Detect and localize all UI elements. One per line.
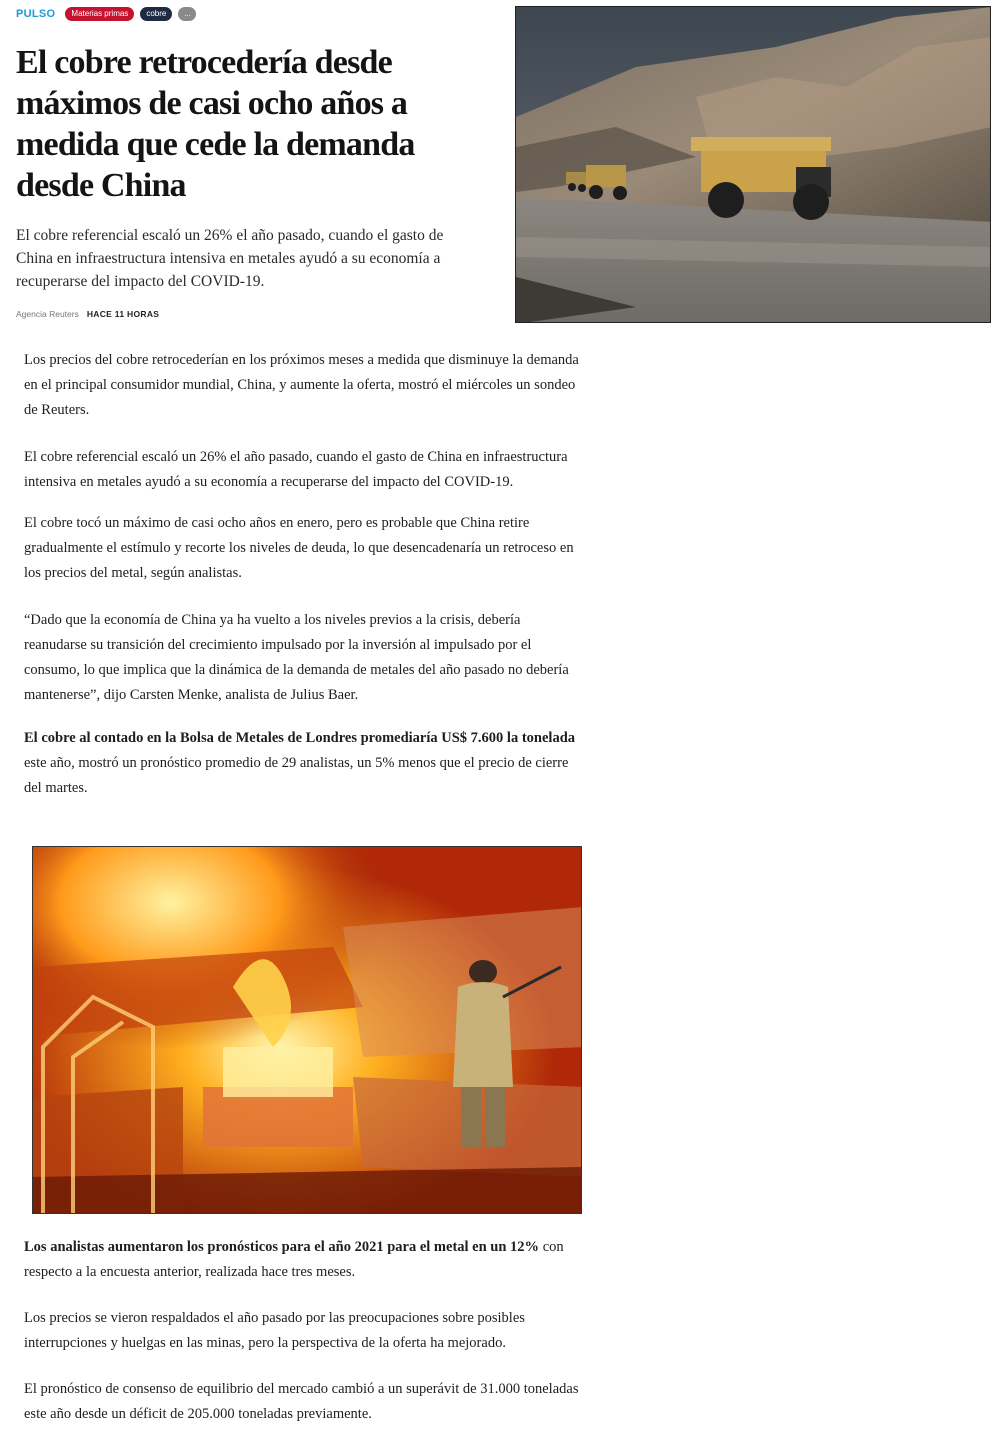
paragraph-2: El cobre referencial escaló un 26% el año pasado, cuando el gasto de China en infraestructura intensiva en metales ayudó a su economía a recuperarse del impacto del COVID-19. [24,449,568,490]
tag-materias-primas[interactable]: Materias primas [65,7,134,21]
paragraph-8: El pronóstico de consenso de equilibrio del mercado cambió a un superávit de 31.000 toneladas este año desde un déficit de 205.000 toneladas previamente. [24,1381,579,1422]
page-title: El cobre retrocedería desde máximos de casi ocho años a medida que cede la demanda desde China [16,44,415,204]
paragraph-1: Los precios del cobre retrocederían en los próximos meses a medida que disminuye la demanda en el principal consumidor mundial, China, y aumente la oferta, mostró el miércoles un sondeo de Reuters. [24,352,579,418]
byline [16,309,486,319]
paragraph-6-text: con respecto a la encuesta anterior, realizada hace tres meses. [24,1239,564,1280]
byline-time: HACE 11 HORAS [86,309,160,319]
paragraph-6-highlight: Los analistas aumentaron los pronósticos para el año 2021 para el metal en un 12% [24,1239,540,1255]
paragraph-7: Los precios se vieron respaldados el año pasado por las preocupaciones sobre posibles interrupciones y huelgas en las minas, pero la perspectiva de la oferta ha mejorado. [24,1310,525,1351]
section-link[interactable]: PULSO [16,8,56,20]
paragraph-6 [24,1235,584,1285]
paragraph-3: El cobre tocó un máximo de casi ocho años en enero, pero es probable que China retire gradualmente el estímulo y recorte los niveles de deuda, lo que desencadenaría un retroceso en los precios del metal, según analistas. [24,515,574,581]
hero-image-mine-trucks [515,6,991,323]
more-tags-button[interactable]: ... [178,7,196,21]
tag-cobre[interactable]: cobre [140,7,172,21]
article-body-continued [24,1235,584,1427]
byline-agency[interactable]: Agencia Reuters [16,309,79,319]
mine-trucks-illustration [516,7,991,323]
article-header [16,6,486,319]
article-body [24,348,584,801]
article-lead: El cobre referencial escaló un 26% el año pasado, cuando el gasto de China en infraestructura intensiva en metales ayudó a su economía a recuperarse del impacto del COVID-19. [16,227,444,290]
copper-smelter-illustration [33,847,582,1214]
tag-row [16,6,486,22]
smelter-image [32,846,582,1214]
paragraph-5 [24,726,584,801]
paragraph-5-highlight: El cobre al contado en la Bolsa de Metales de Londres promediaría US$ 7.600 la tonelada [24,730,576,746]
paragraph-5-text: este año, mostró un pronóstico promedio de 29 analistas, un 5% menos que el precio de cierre del martes. [24,755,569,796]
paragraph-4-quote: “Dado que la economía de China ya ha vuelto a los niveles previos a la crisis, debería reanudarse su transición del crecimiento impulsado por la inversión al impulsado por el consumo, lo que implica que la dinámica de la demanda de metales del año pasado no debería mantenerse”, dijo Carsten Menke, analista de Julius Baer. [24,612,569,703]
